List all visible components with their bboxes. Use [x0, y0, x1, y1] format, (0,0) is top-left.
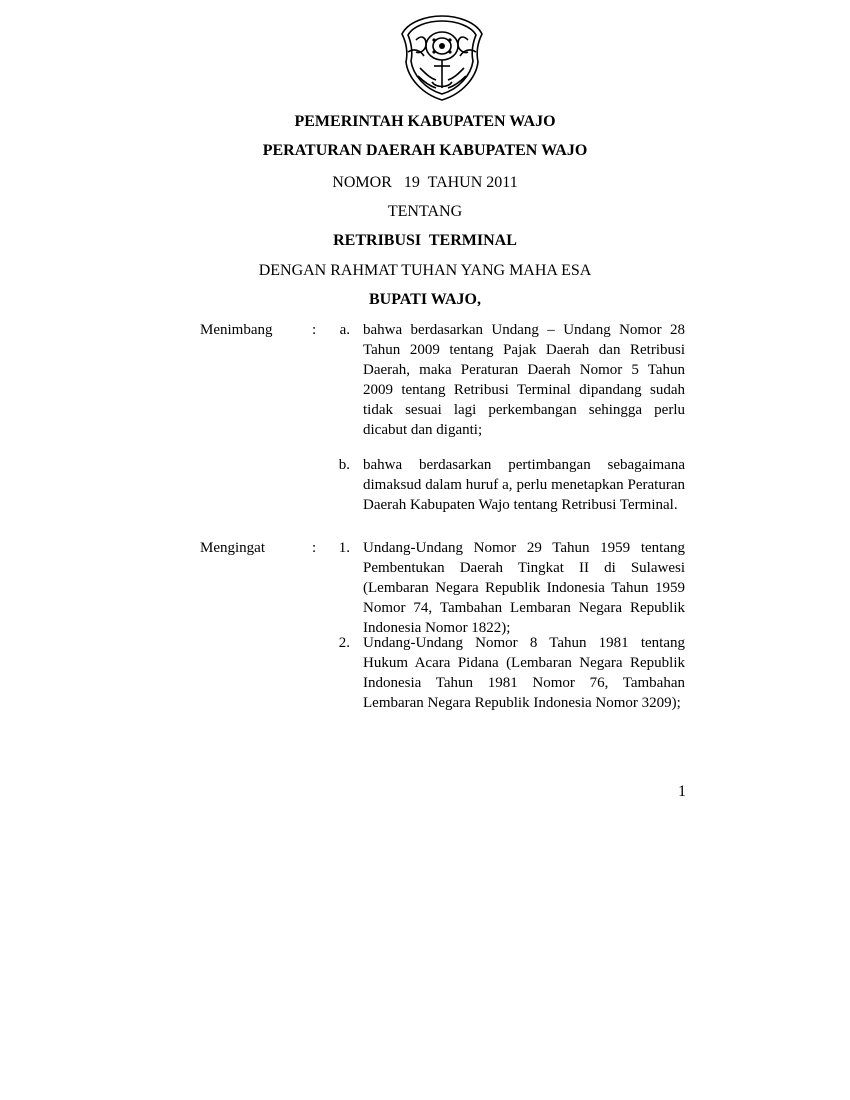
- tentang-label: TENTANG: [387, 203, 463, 220]
- regulation-title: PERATURAN DAERAH KABUPATEN WAJO: [262, 142, 588, 159]
- list-item-marker: a.: [339, 322, 350, 338]
- list-item: Undang-Undang Nomor 29 Tahun 1959 tentang Pembentukan Daerah Tingkat II di Sulawesi (Lembaran Negara Republik Indonesia Tahun 1959 Nomor 74, Tambahan Lembaran Negara Republik Indonesia Nomor 1822);: [363, 540, 685, 636]
- page-number: 1: [678, 783, 686, 800]
- authority: BUPATI WAJO,: [368, 291, 481, 308]
- list-item-marker: 2.: [338, 635, 350, 651]
- list-item-marker: b.: [338, 457, 350, 473]
- regency-crest-icon: [396, 12, 488, 104]
- invocation: DENGAN RAHMAT TUHAN YANG MAHA ESA: [258, 262, 592, 279]
- menimbang-colon: :: [312, 322, 317, 338]
- regulation-subject: RETRIBUSI TERMINAL: [333, 232, 517, 249]
- government-title: PEMERINTAH KABUPATEN WAJO: [294, 113, 556, 130]
- list-item-marker: 1.: [338, 540, 350, 556]
- list-item: Undang-Undang Nomor 8 Tahun 1981 tentang Hukum Acara Pidana (Lembaran Negara Republik Indonesia Tahun 1981 Nomor 76, Tambahan Lembaran Negara Republik Indonesia Nomor 3209);: [363, 635, 685, 711]
- mengingat-colon: :: [312, 540, 317, 556]
- list-item: bahwa berdasarkan pertimbangan sebagaimana dimaksud dalam huruf a, perlu menetapkan Peraturan Daerah Kabupaten Wajo tentang Retribusi Terminal.: [363, 457, 685, 513]
- mengingat-label: Mengingat: [200, 540, 265, 556]
- regulation-number: NOMOR 19 TAHUN 2011: [332, 174, 518, 191]
- list-item: bahwa berdasarkan Undang – Undang Nomor 28 Tahun 2009 tentang Pajak Daerah dan Retribusi Daerah, maka Peraturan Daerah Nomor 5 Tahun 2009 tentang Retribusi Terminal dipandang sudah tidak sesuai lagi perkembangan sehingga perlu dicabut dan diganti;: [363, 322, 685, 438]
- menimbang-label: Menimbang: [200, 322, 273, 338]
